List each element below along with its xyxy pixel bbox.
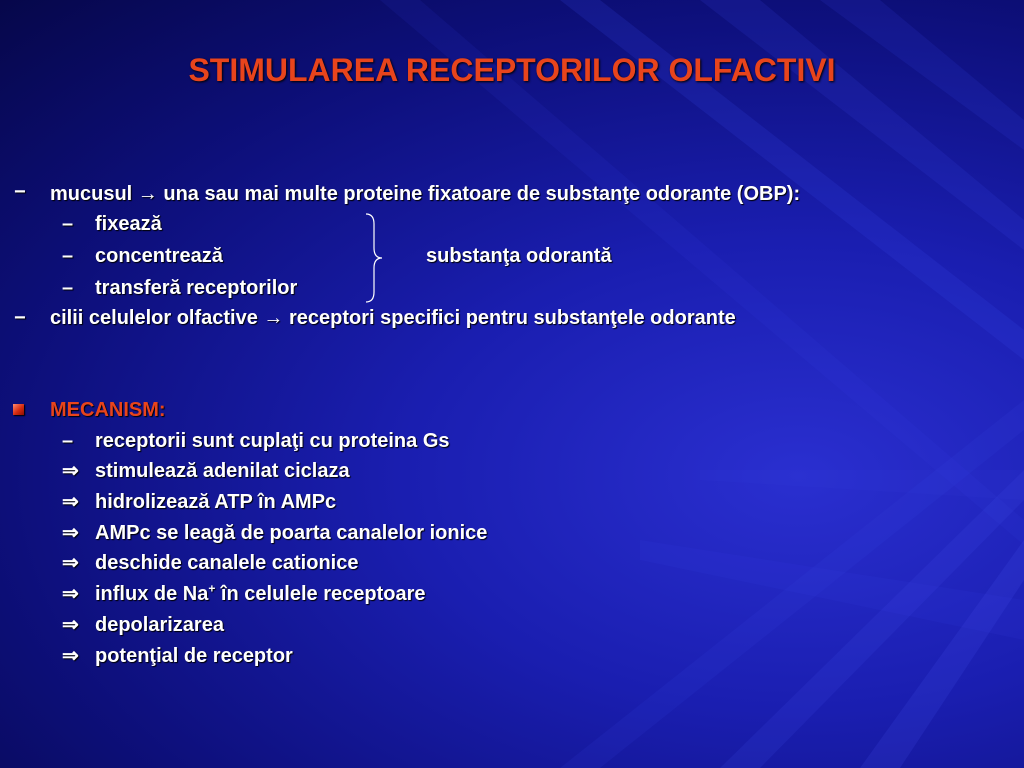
implies-arrow-icon: ⇒	[62, 460, 79, 482]
mecanism-step: potenţial de receptor	[95, 645, 293, 667]
implies-arrow-icon: ⇒	[62, 522, 79, 544]
mecanism-step: depolarizarea	[95, 614, 224, 636]
substanta-line: substanţa odorantă	[426, 245, 612, 267]
cilii-line: cilii celulelor olfactive → receptori specifici pentru substanţele odorante	[50, 307, 736, 329]
mecanism-first-line: receptorii sunt cuplaţi cu proteina Gs	[95, 430, 450, 452]
influx-text: influx de Na	[95, 583, 209, 605]
concentreaza-line: concentrează	[95, 245, 223, 267]
implies-arrow-icon: ⇒	[62, 491, 79, 513]
mecanism-step: stimulează adenilat ciclaza	[95, 460, 350, 482]
mecanism-influx-line	[95, 582, 425, 606]
slide-title: STIMULAREA RECEPTORILOR OLFACTIVI	[188, 52, 836, 88]
implies-arrow-icon: ⇒	[62, 645, 79, 667]
implies-arrow-icon: ⇒	[62, 552, 79, 574]
influx-rest: în celulele receptoare	[215, 583, 426, 605]
sodium-charge: +	[208, 581, 216, 596]
mecanism-step: hidrolizează ATP în AMPc	[95, 491, 337, 513]
mecanism-step: AMPc se leagă de poarta canalelor ionice	[95, 522, 488, 544]
mecanism-heading: MECANISM:	[50, 399, 166, 421]
mecanism-step: deschide canalele cationice	[95, 552, 359, 574]
transfera-line: transferă receptorilor	[95, 277, 298, 299]
sub-dash-bullet: –	[62, 277, 74, 299]
implies-arrow-icon: ⇒	[62, 614, 79, 636]
dash-bullet: −	[14, 307, 26, 329]
fixeaza-line: fixează	[95, 213, 162, 235]
sub-dash-bullet: –	[62, 213, 74, 235]
dash-bullet: −	[14, 181, 26, 203]
sub-dash-bullet: –	[62, 430, 74, 452]
mucus-line: mucusul → una sau mai multe proteine fixatoare de substanţe odorante (OBP):	[50, 183, 801, 205]
implies-arrow-icon: ⇒	[62, 583, 79, 605]
sub-dash-bullet: –	[62, 245, 74, 267]
square-bullet-icon	[13, 404, 24, 415]
curly-brace-icon	[362, 212, 386, 304]
